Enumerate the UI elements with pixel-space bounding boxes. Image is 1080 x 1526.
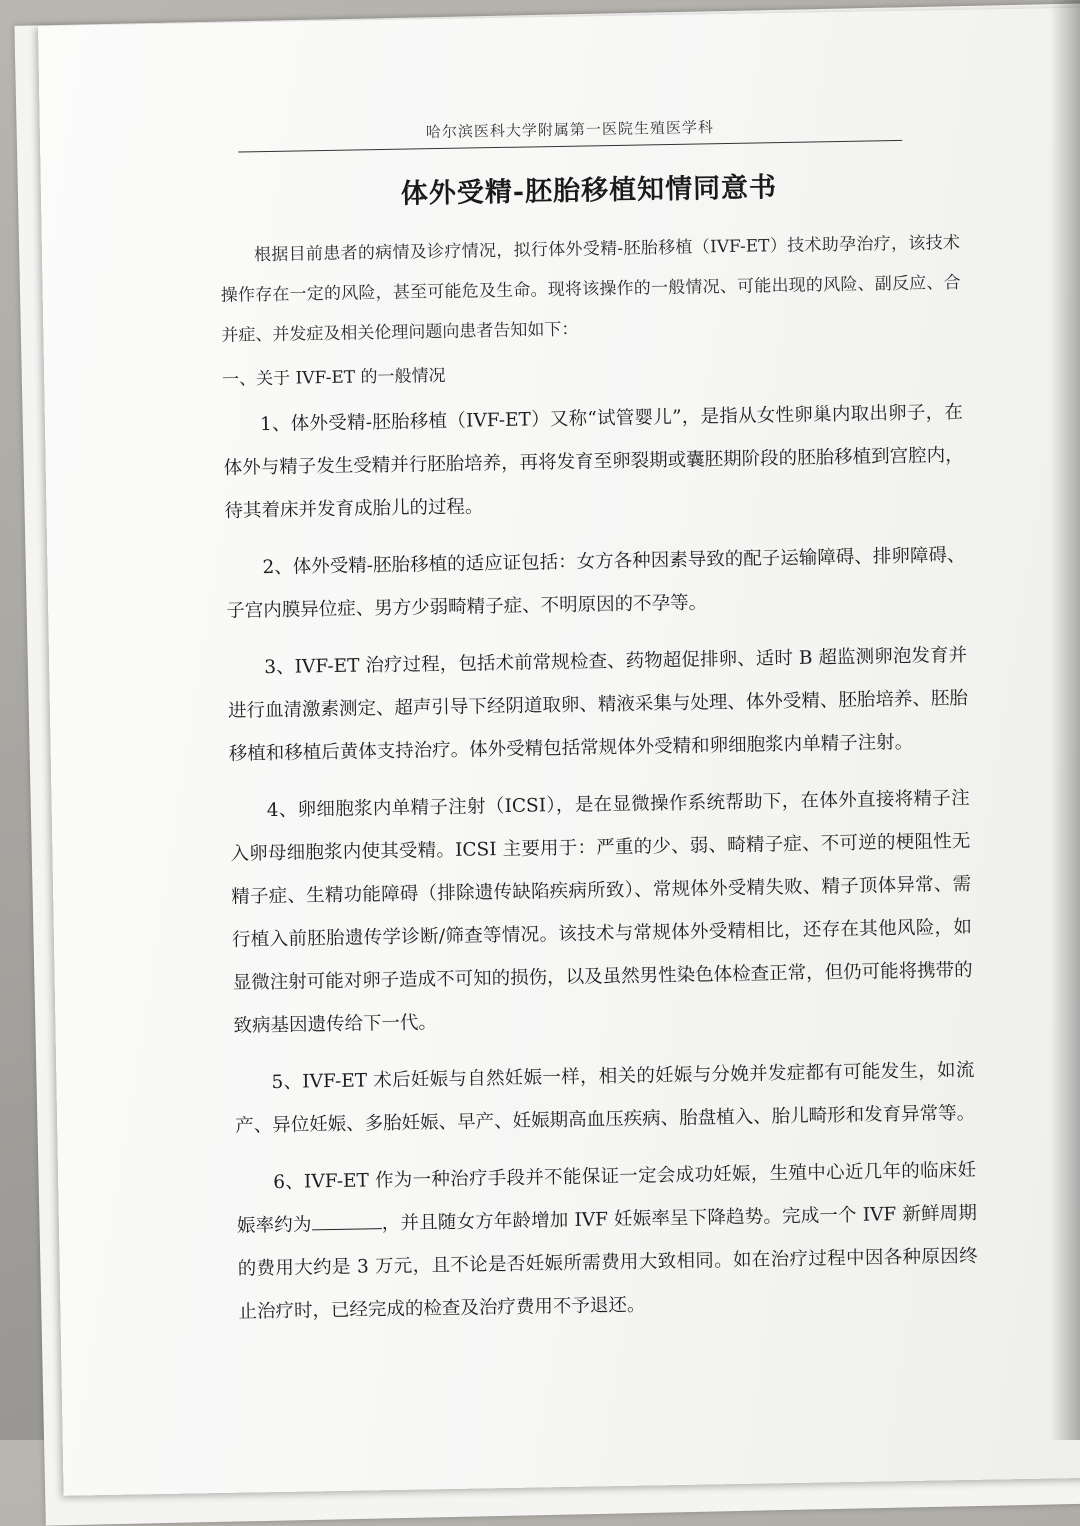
right-edge-shadow [1050, 0, 1080, 1440]
item-2: 2、体外受精-胚胎移植的适应证包括：女方各种因素导致的配子运输障碍、排卵障碍、子宫内膜异位症、男方少弱畸精子症、不明原因的不孕等。 [226, 544, 966, 622]
intro-paragraph: 根据目前患者的病情及诊疗情况，拟行体外受精-胚胎移植（IVF-ET）技术助孕治疗，该技术操作存在一定的风险，甚至可能危及生命。现将该操作的一般情况、可能出现的风险、副反应、合并症、并发症及相关伦理问题向患者告知如下： [220, 232, 961, 346]
item-5: 5、IVF-ET 术后妊娠与自然妊娠一样，相关的妊娠与分娩并发症都有可能发生，如流产、异位妊娠、多胎妊娠、早产、妊娠期高血压疾病、胎盘植入、胎儿畸形和发育异常等。 [235, 1059, 976, 1137]
item-6-text-end: ，并且随女方年龄增加 IVF 妊娠率呈下降趋势。完成一个 IVF 新鲜周期的费用大约是 3 万元，且不论是否妊娠所需费用大致相同。如在治疗过程中因各种原因终止治疗时，已经完成的检查及治疗费用不予退还。 [237, 1202, 978, 1323]
item-3: 3、IVF-ET 治疗过程，包括术前常规检查、药物超促排卵、适时 B 超监测卵泡发育并进行血清激素测定、超声引导下经阴道取卵、精液采集与处理、体外受精、胚胎培养、胚胎移植和移植后黄体支持治疗。体外受精包括常规体外受精和卵细胞浆内单精子注射。 [227, 644, 969, 765]
document-page [38, 7, 1080, 1496]
item-6 [236, 1149, 979, 1334]
item-1: 1、体外受精-胚胎移植（IVF-ET）又称“试管婴儿”，是指从女性卵巢内取出卵子，在体外与精子发生受精并行胚胎培养，再将发育至卵裂期或囊胚期阶段的胚胎移植到宫腔内，待其着床并发育成胎儿的过程。 [223, 401, 964, 522]
section-heading: 一、关于 IVF-ET 的一般情况 [222, 365, 446, 390]
document-title: 体外受精-胚胎移植知情同意书 [400, 172, 778, 210]
document-content [218, 112, 979, 1348]
item-6-text-start: 6、IVF-ET 作为一种治疗手段并不能保证一定会成功妊娠，生殖中心近几年的临床妊娠率约为 [236, 1159, 977, 1237]
hospital-header: 哈尔滨医科大学附属第一医院生殖医学科 [238, 113, 902, 153]
item-4: 4、卵细胞浆内单精子注射（ICSI），是在显微操作系统帮助下，在体外直接将精子注入卵母细胞浆内使其受精。ICSI 主要用于：严重的少、弱、畸精子症、不可逆的梗阻性无精子症、生精功能障碍（排除遗传缺陷疾病所致）、常规体外受精失败、精子顶体异常、需行植入前胚胎遗传学诊断/筛查等情况。该技术与常规体外受精相比，还存在其他风险，如显微注射可能对卵子造成不可知的损伤，以及虽然男性染色体检查正常，但仍可能将携带的致病基因遗传给下一代。 [230, 787, 973, 1037]
pregnancy-rate-blank [311, 1210, 381, 1230]
